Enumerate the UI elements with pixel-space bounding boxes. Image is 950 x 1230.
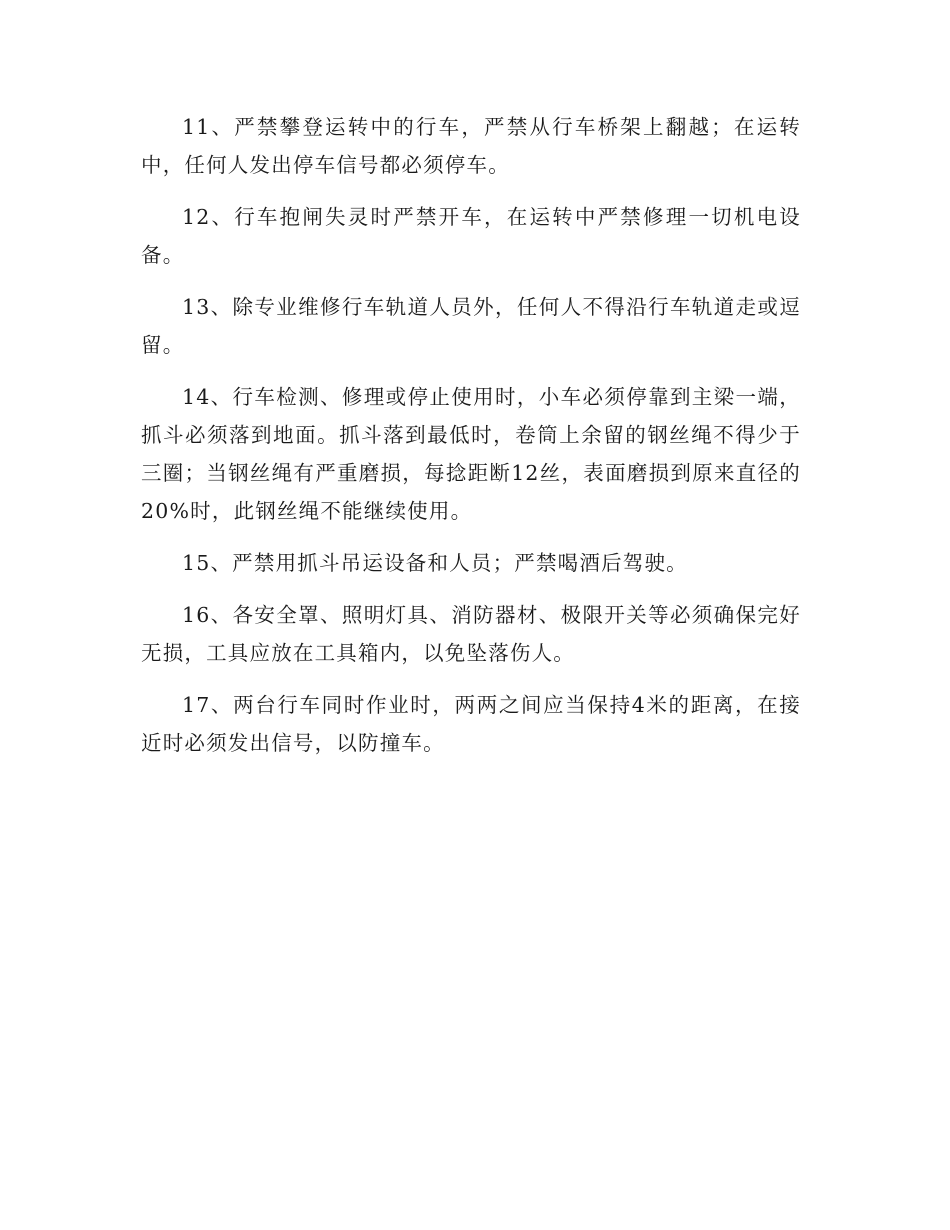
rule-paragraph-12: 12、行车抱闸失灵时严禁开车，在运转中严禁修理一切机电设备。 — [141, 205, 801, 267]
rule-paragraph-17: 17、两台行车同时作业时，两两之间应当保持4米的距离，在接近时必须发出信号，以防撞车。 — [141, 693, 801, 755]
rule-paragraph-15: 15、严禁用抓斗吊运设备和人员；严禁喝酒后驾驶。 — [182, 551, 688, 575]
rule-paragraph-14: 14、行车检测、修理或停止使用时，小车必须停靠到主梁一端，抓斗必须落到地面。抓斗落到最低时，卷筒上余留的钢丝绳不得少于三圈；当钢丝绳有严重磨损，每捻距断12丝，表面磨损到原来直径的20%时，此钢丝绳不能继续使用。 — [141, 385, 801, 523]
rule-paragraph-16: 16、各安全罩、照明灯具、消防器材、极限开关等必须确保完好无损，工具应放在工具箱内，以免坠落伤人。 — [141, 603, 801, 665]
rule-paragraph-11: 11、严禁攀登运转中的行车，严禁从行车桥架上翻越；在运转中，任何人发出停车信号都必须停车。 — [141, 115, 801, 177]
rule-paragraph-13: 13、除专业维修行车轨道人员外，任何人不得沿行车轨道走或逗留。 — [141, 295, 801, 357]
document-body — [141, 108, 801, 776]
